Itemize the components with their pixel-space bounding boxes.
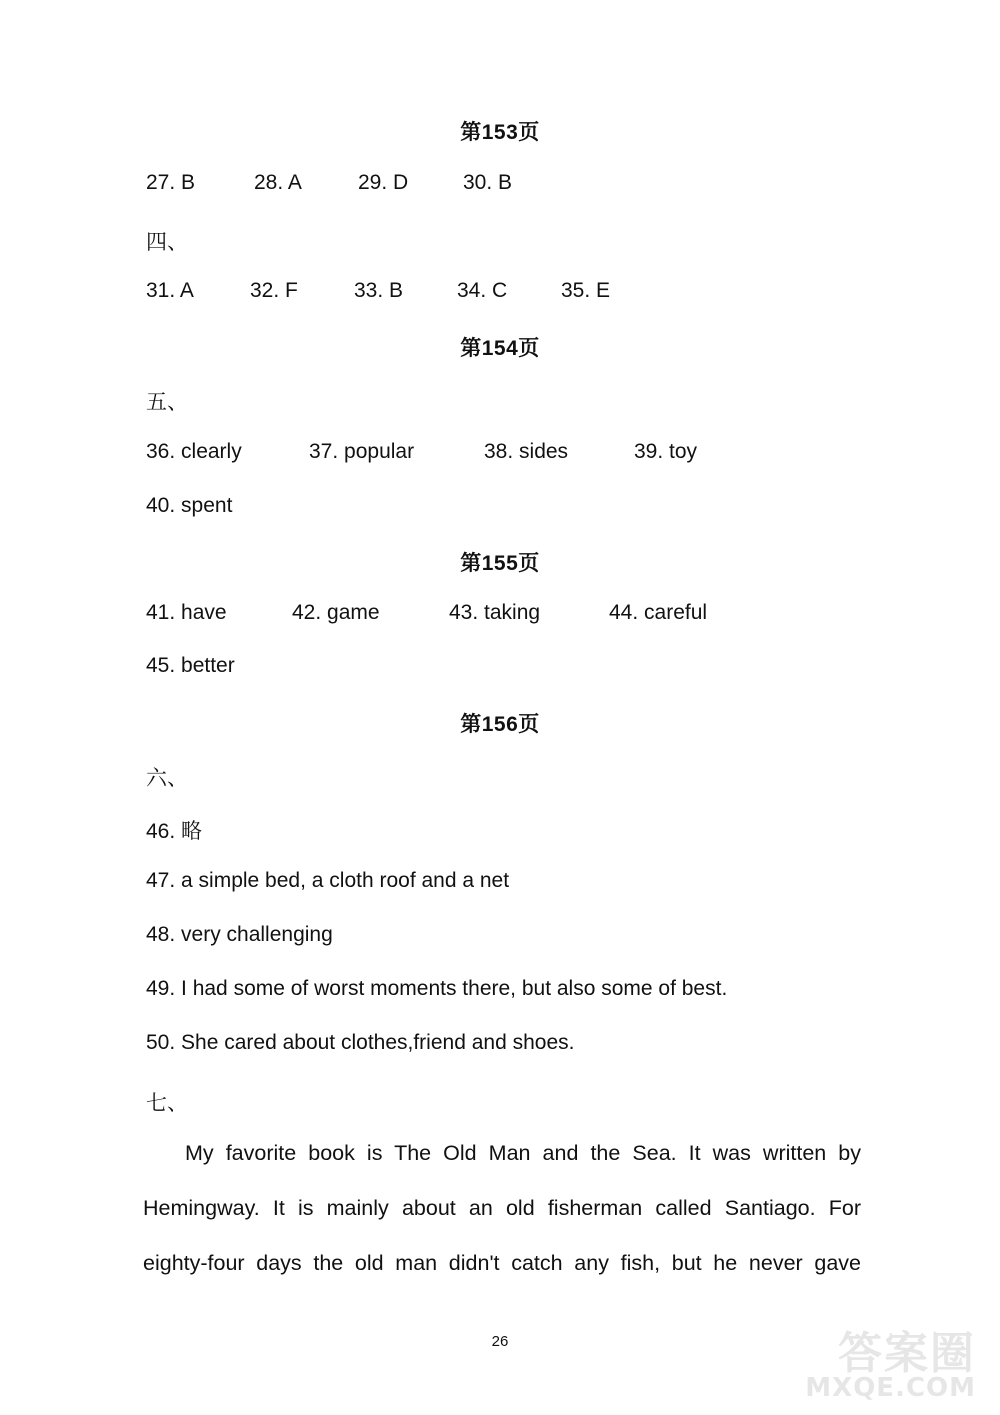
essay-line-1: My favorite book is The Old Man and the Sea. It was written by (185, 1141, 861, 1165)
answer-49: 49. I had some of worst moments there, but also some of best. (146, 977, 728, 1000)
section-heading-153: 第153页 (460, 121, 540, 144)
answer-44: 44. careful (609, 601, 708, 624)
section-heading-155: 第155页 (460, 552, 540, 575)
answer-43: 43. taking (449, 601, 541, 624)
essay-line-3: eighty-four days the old man didn't catch any fish, but he never gave (143, 1251, 861, 1275)
answer-36: 36. clearly (146, 440, 242, 463)
site-watermark (762, 1315, 982, 1407)
answer-38: 38. sides (484, 440, 569, 463)
answer-39: 39. toy (634, 440, 698, 463)
part-five-label: 五、 (146, 391, 188, 414)
part-seven-label: 七、 (146, 1092, 188, 1115)
answer-33: 33. B (354, 279, 404, 302)
essay-line-2: Hemingway. It is mainly about an old fisherman called Santiago. For (143, 1196, 861, 1220)
answer-27: 27. B (146, 171, 196, 194)
answer-35: 35. E (561, 279, 611, 302)
answer-29: 29. D (358, 171, 409, 194)
watermark-logo-text: 答案圈 (838, 1328, 976, 1379)
answer-47: 47. a simple bed, a cloth roof and a net (146, 869, 510, 892)
part-six-label: 六、 (146, 767, 188, 790)
answer-37: 37. popular (309, 440, 415, 463)
answer-31: 31. A (146, 279, 194, 302)
section-heading-156: 第156页 (460, 713, 540, 736)
answer-46: 46. 略 (146, 820, 203, 843)
answer-50: 50. She cared about clothes,friend and shoes. (146, 1031, 575, 1054)
section-heading-154: 第154页 (460, 337, 540, 360)
answer-40: 40. spent (146, 494, 233, 517)
answer-34: 34. C (457, 279, 508, 302)
answer-45: 45. better (146, 654, 235, 677)
answer-41: 41. have (146, 601, 227, 624)
page-number: 26 (491, 1333, 509, 1350)
watermark-url: MXQE.COM (805, 1373, 976, 1403)
answer-32: 32. F (250, 279, 298, 302)
answer-42: 42. game (292, 601, 380, 624)
answer-48: 48. very challenging (146, 923, 333, 946)
answer-30: 30. B (463, 171, 513, 194)
part-four-label: 四、 (146, 231, 188, 254)
answer-28: 28. A (254, 171, 302, 194)
